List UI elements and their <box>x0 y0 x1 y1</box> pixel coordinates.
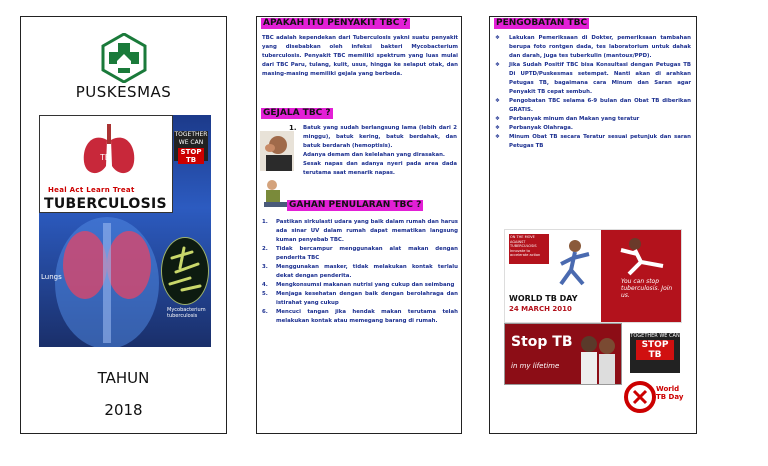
svg-text:TB: TB <box>100 153 111 162</box>
treatment-item: ❖ Pengobatan TBC selama 6-9 bulan dan Obat TB diberikan GRATIS. <box>495 98 691 113</box>
poster2-title: Stop TB <box>511 334 573 350</box>
info-panel <box>256 16 462 434</box>
poster-tag: ON THE MOVE AGAINST TUBERCULOSIS Innovate to accelerate action <box>509 234 549 264</box>
cover-title-box <box>39 115 173 213</box>
stop-tb-small: TOGETHER WE CAN <box>174 131 208 146</box>
prevention-item: 5. Menjaga kesehatan dengan baik dengan berolahraga dan istirahat yang cukup <box>262 291 458 306</box>
brand-name: PUSKESMAS <box>75 83 172 101</box>
cover-slogan: Heal Act Learn Treat <box>48 186 135 194</box>
symptom-item: Sesak napas dan adanya nyeri pada area dada terutama saat menarik napas. <box>303 161 457 176</box>
poster3-small: TOGETHER WE CAN <box>630 333 680 339</box>
stop-tb-lifetime-poster <box>504 323 622 385</box>
bullet-icon: ❖ <box>495 98 500 104</box>
lungs-label: Lungs <box>41 273 62 281</box>
prevention-list <box>262 218 458 326</box>
bullet-icon: ❖ <box>495 62 500 68</box>
poster-date: 24 MARCH 2010 <box>509 305 572 313</box>
treatment-item: ❖ Perbanyak Olahraga. <box>495 125 573 131</box>
symptom-item: 1. Batuk yang sudah berlangsung lama (lebih dari 2 minggu), batuk kering, batuk berdahak, dan batuk berdarah (hemoptisis). <box>289 124 457 149</box>
cover-image <box>39 115 211 347</box>
body-illustration <box>47 213 167 347</box>
bullet-icon: ❖ <box>495 116 500 122</box>
prevention-item: 2. Tidak bercampur menggunakan alat makan dengan penderita TBC <box>262 246 458 261</box>
treatment-item: ❖ Perbanyak minum dan Makan yang teratur <box>495 116 640 122</box>
treatment-list <box>495 34 691 151</box>
symptom-list <box>289 124 457 178</box>
stop-tb-big: STOP TB <box>178 148 204 164</box>
bullet-icon: ❖ <box>495 134 500 140</box>
symptom-item: Adanya demam dan kelelahan yang dirasakan. <box>303 152 445 158</box>
bacterium-label: Mycobacterium tuberculosis <box>167 307 206 319</box>
stop-tb-badge <box>174 131 208 164</box>
treatment-item: ❖ Lakukan Pemeriksaan di Dokter, pemeriksaan tambahan berupa foto rontgen dada, tes laboratorium untuk dahak dan darah, juga tes tuberkulin (mantoux/PPD). <box>495 35 691 59</box>
poster-title: WORLD TB DAY <box>509 294 578 303</box>
prevention-item: 4. Mengkonsumsi makanan nutrisi yang cukup dan seimbang <box>262 282 455 288</box>
poster4-title: World TB Day <box>656 385 684 401</box>
poster2-sub: in my lifetime <box>511 362 560 370</box>
world-tb-day-logo <box>624 377 686 417</box>
treatment-panel <box>489 16 697 434</box>
prevention-item: 1. Pastikan sirkulasti udara yang baik dalam rumah dan harus ada sinar UV dalam rumah dapat mematikan langsung kuman penyebab TBC. <box>262 219 458 243</box>
poster-slogan: You can stop tuberculosis. Join us. <box>621 278 673 299</box>
heading-treatment: PENGOBATAN TBC <box>496 18 588 28</box>
heading-what-is-tbc: APAKAH ITU PENYAKIT TBC ? <box>263 18 408 28</box>
puskesmas-logo-icon <box>99 33 149 83</box>
prevention-item: 3. Menggunakan masker, tidak melakukan kontak terlalu dekat dengan penderita. <box>262 264 458 279</box>
heading-prevention: GAHAN PENULARAN TBC ? <box>289 200 422 210</box>
stop-tb-badge-2 <box>630 333 680 373</box>
lungs-icon <box>78 122 140 178</box>
year-value: 2018 <box>104 401 143 419</box>
poster3-big: STOP TB <box>636 340 674 360</box>
bullet-icon: ❖ <box>495 125 500 131</box>
treatment-item: ❖ Minum Obat TB secara Teratur sesuai petunjuk dan saran Petugas TB <box>495 134 691 149</box>
bullet-icon: ❖ <box>495 35 500 41</box>
world-tb-day-poster <box>504 229 682 323</box>
soccer-player-icon <box>615 236 671 276</box>
year-label: TAHUN <box>97 369 150 387</box>
intro-paragraph: TBC adalah kependekan dari Tuberculosis yakni suatu penyakit yang disebabkan oleh infeksi bakteri Mycobacterium tuberculosis. Penyakit TBC memiliki spektrum yang luas mulai dari TBC Paru, tulang, kulit, usus, hingga ke selaput otak, dan masing-masing memiliki gejala yang berbeda. <box>262 35 458 77</box>
treatment-item: ❖ Jika Sudah Positif TBC bisa Konsultasi dengan Petugas TB Di UPTD/Puskesmas setempat. Nanti akan di arahkan Petugas TB, bagaimana cara Minum dan Saran agar Penyakit TB cepat sembuh. <box>495 62 691 95</box>
bacterium-image <box>161 237 209 305</box>
cover-title: TUBERCULOSIS <box>44 196 167 212</box>
people-icon <box>575 330 621 384</box>
running-person-icon <box>553 238 597 290</box>
cover-panel <box>20 16 227 434</box>
prevention-item: 6. Mencuci tangan jika hendak makan terutama telah melakukan kontak atau memegang barang di rumah. <box>262 309 458 324</box>
heading-symptoms: GEJALA TBC ? <box>263 108 331 118</box>
